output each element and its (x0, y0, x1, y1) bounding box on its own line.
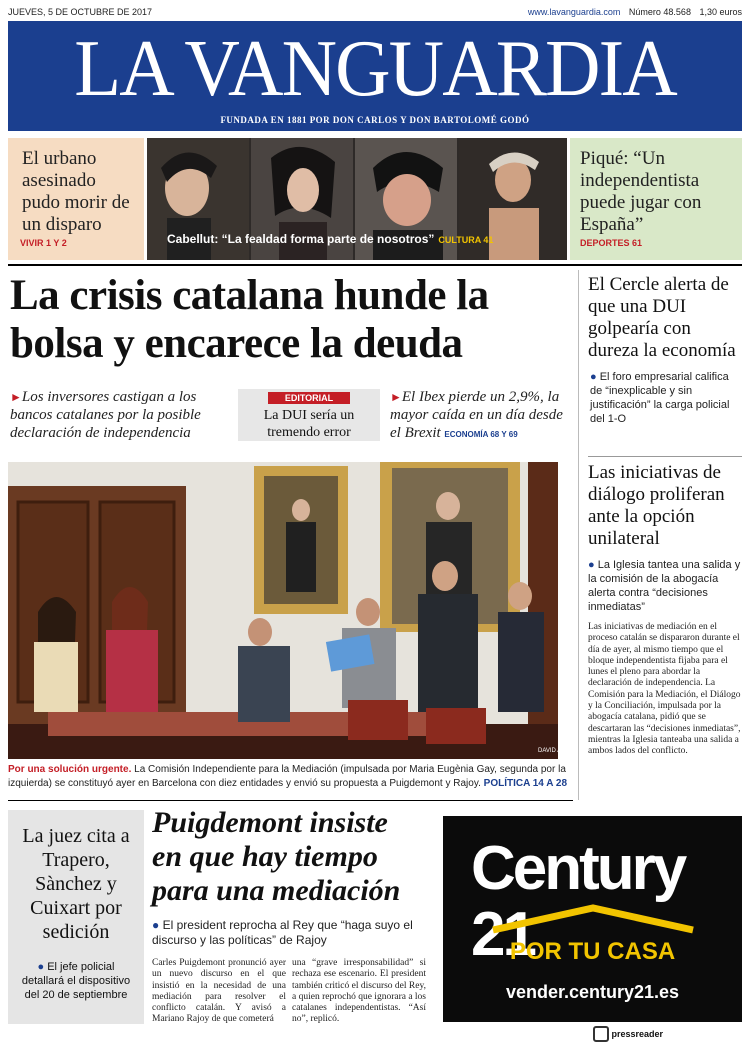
photo-caption (8, 763, 568, 791)
main-sub-right-text: El Ibex pierde un 2,9%, la mayor caída en un día desde el Brexit (390, 389, 563, 441)
bullet-icon: ● (590, 371, 600, 383)
century21-website[interactable]: vender.century21.es (505, 982, 680, 1002)
side-divider (588, 456, 742, 457)
pressreader-icon (593, 1026, 609, 1042)
photo-credit: DAVID AIROB (538, 748, 576, 754)
promo-cultura[interactable] (147, 138, 567, 260)
promo-deportes[interactable] (570, 138, 742, 260)
story-puigdemont-lead-text: El president reprocha al Rey que “haga suyo el discurso y las políticas” de Rajoy (152, 918, 413, 947)
story-puigdemont-col2: una “grave irresponsabilidad” si rechaza ese escenario. El president también criticó el discurso del Rey, a quien reprochó que ignorara a los catalanes independentistas. “Así no”, replicó. (292, 958, 427, 1025)
triangle-bullet-icon: ► (10, 390, 22, 404)
editorial-box[interactable] (238, 389, 380, 441)
promo-vivir-title: El urbano asesinado pudo morir de un disparo (22, 148, 130, 235)
promo-cultura-caption (167, 232, 493, 246)
main-sub-left-text: Los inversores castigan a los bancos catalanes por la posible declaración de independencia (10, 389, 201, 441)
top-info-line (8, 5, 742, 19)
story-juez-summary: El jefe policial detallará el dispositivo del 20 de septiembre (21, 961, 131, 1001)
issue-number: Número 48.568 (628, 7, 691, 17)
photo-caption-section: POLÍTICA 14 A 28 (483, 778, 568, 789)
century21-slogan: POR TU CASA (509, 938, 676, 965)
divider-rule (8, 264, 742, 266)
side-story-cercle[interactable] (588, 274, 742, 426)
side-story-cercle-text (588, 370, 742, 426)
divider-rule (8, 800, 573, 801)
side-story-dialogo-lead (588, 558, 742, 614)
century21-logo: Century 21 (471, 834, 685, 969)
side-story-dialogo-title: Las iniciativas de diálogo proliferan ante la opción unilateral (588, 462, 725, 549)
main-sub-right (390, 388, 575, 444)
side-story-dialogo-lead-text: La Iglesia tantea una salida y la comisión de la abogacía alerta contra “decisiones inmediatas” (588, 559, 741, 613)
main-sub-left (10, 388, 232, 442)
story-juez-text (18, 960, 134, 1002)
website-link[interactable]: www.lavanguardia.com (527, 7, 621, 17)
story-puigdemont-headline[interactable]: Puigdemont insiste en que hay tiempo para una mediación (152, 806, 401, 907)
triangle-bullet-icon: ► (390, 390, 402, 404)
issue-meta (522, 7, 742, 17)
photo-caption-text: La Comisión Independiente para la Mediación (impulsada por Maria Eugènia Gay, segunda por la izquierda) se constituyó ayer en Barcelona con diez entidades y envió su propuesta a Puigdemont y Rajoy. (8, 764, 566, 789)
column-divider (578, 270, 579, 800)
house-roof-icon (483, 904, 703, 934)
newspaper-name: LA VANGUARDIA (74, 25, 676, 113)
issue-price: 1,30 euros (699, 7, 742, 17)
bullet-icon: ● (152, 918, 163, 932)
main-photo (8, 462, 576, 759)
editorial-label: EDITORIAL (268, 392, 350, 404)
side-story-dialogo-body: Las iniciativas de mediación en el proceso catalán se dispararon durante el día de ayer, al mismo tiempo que el bloque independentista fijaba para el lunes el pleno para abordar la declaración de independencia. La Comisión para la Mediación, el Diálogo y la Conciliación, impulsada por la abogacía catalana, pidió que se descartaran las “decisiones inmediatas”, mientras la Iglesia tanteaba una salida a ambos lados del conflicto. (588, 622, 741, 757)
promo-vivir[interactable] (8, 138, 144, 260)
issue-date: JUEVES, 5 DE OCTUBRE DE 2017 (8, 7, 153, 17)
promo-deportes-title: Piqué: “Un independentista puede jugar con España” (580, 148, 702, 235)
promo-vivir-section: VIVIR 1 Y 2 (20, 238, 67, 248)
promo-cultura-quote: Cabellut: “La fealdad forma parte de nosotros” (167, 232, 435, 246)
bullet-icon: ● (588, 559, 598, 571)
masthead (8, 21, 742, 131)
main-headline[interactable]: La crisis catalana hunde la bolsa y encarece la deuda (10, 272, 489, 367)
bullet-icon: ● (37, 961, 48, 973)
founded-line: FUNDADA EN 1881 POR DON CARLOS Y DON BARTOLOMÉ GODÓ (220, 115, 530, 125)
promo-cultura-section: CULTURA 41 (438, 235, 494, 245)
story-juez[interactable] (8, 810, 144, 1024)
story-puigdemont-col1: Carles Puigdemont pronunció ayer un nuevo discurso en el que insistió en la necesidad de una mediación para resolver el conflicto catalán. Y avisó a Mariano Rajoy de que cometerá (152, 958, 286, 1025)
editorial-title: La DUI sería un tremendo error (263, 408, 355, 440)
side-story-cercle-title: El Cercle alerta de que una DUI golpearía con dureza la economía (588, 274, 736, 361)
story-juez-title: La juez cita a Trapero, Sànchez y Cuixart por sedición (22, 825, 130, 943)
story-puigdemont-lead (152, 918, 432, 948)
footer-bar (443, 1026, 742, 1046)
side-story-cercle-summary: El foro empresarial califica de “inexplicable y sin justificación” la carga policial del 1-O (590, 371, 730, 425)
promo-deportes-section: DEPORTES 61 (580, 238, 643, 248)
century21-ad[interactable] (443, 816, 742, 1022)
side-story-dialogo[interactable] (588, 462, 742, 758)
photo-caption-lead: Por una solución urgente. (8, 764, 132, 775)
main-sub-right-section: ECONOMÍA 68 Y 69 (444, 430, 518, 439)
pressreader-brand[interactable]: pressreader (611, 1029, 664, 1039)
